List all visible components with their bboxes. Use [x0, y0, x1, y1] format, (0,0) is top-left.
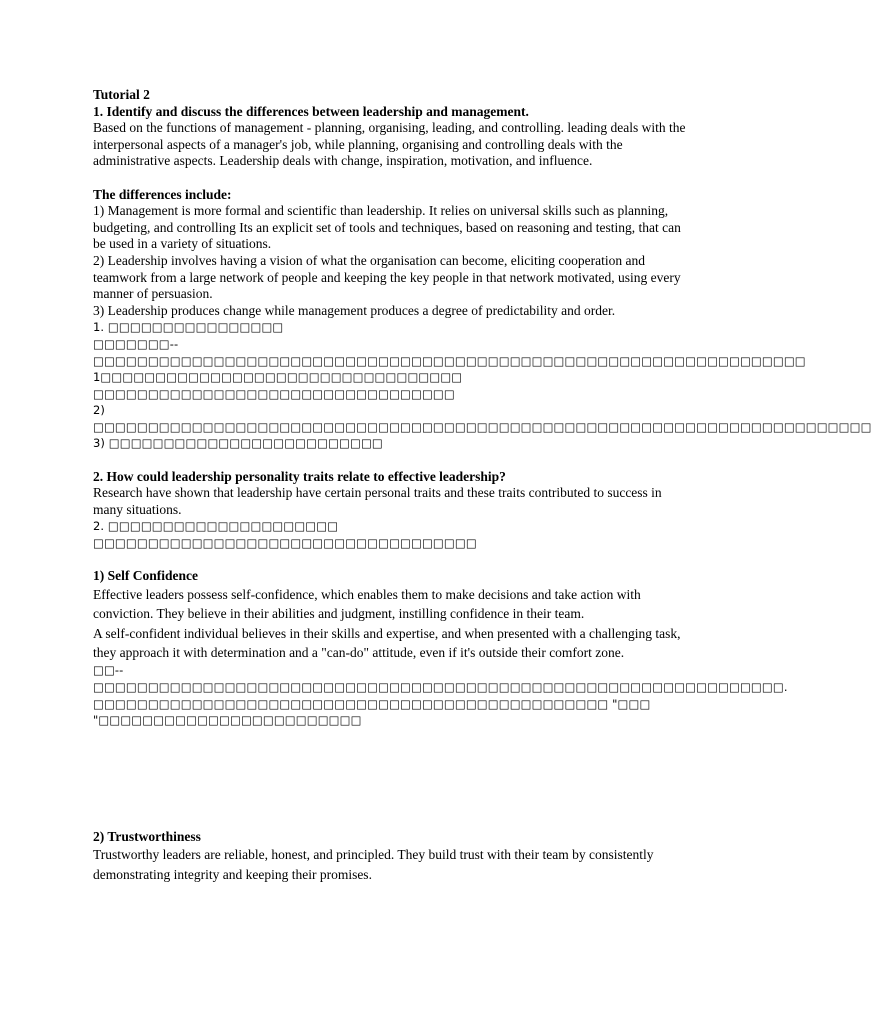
question-1-intro: Based on the functions of management - planning, organising, leading, and controlling. leading deals with the interpersonal aspects of a manager's job, while planning, organising and controlling deals with the administrative aspects. Leadership deals with change, inspiration, motivation, and influence.	[93, 120, 686, 169]
translation-line-4: 2) □□□□□□□□□□□□□□□□□□□□□□□□□□□□□□□□□□□□□□□□□□□□□□□□□□□□□□□□□□□□□□□□□□□□□□□	[93, 403, 872, 434]
difference-2: 2) Leadership involves having a vision of what the organisation can become, eliciting cooperation and teamwork from a large network of people and keeping the key people in that network motivated, using every manner of persuasion.	[93, 252, 681, 302]
document-body	[93, 87, 872, 884]
question-1-heading: 1. Identify and discuss the differences between leadership and management.	[93, 103, 529, 119]
translation-line-5: 3) □□□□□□□□□□□□□□□□□□□□□□□□□	[93, 436, 383, 451]
trait-2-paragraph-1: Trustworthy leaders are reliable, honest, and principled. They build trust with their team by consistently demonstrating integrity and keeping their promises.	[93, 847, 654, 882]
trait-1-paragraph-1: Effective leaders possess self-confidence, which enables them to make decisions and take action with conviction. They believe in their abilities and judgment, instilling confidence in their team.	[93, 586, 641, 622]
translation-line-1: 1. □□□□□□□□□□□□□□□□	[93, 320, 284, 335]
translation-line-3: 1□□□□□□□□□□□□□□□□□□□□□□□□□□□□□□□□□ □□□□□□□□□□□□□□□□□□□□□□□□□□□□□□□□□	[93, 370, 463, 401]
translation-line-2: □□□□□□□--□□□□□□□□□□□□□□□□□□□□□□□□□□□□□□□□□□□□□□□□□□□□□□□□□□□□□□□□□□□□□□□□□	[93, 336, 806, 368]
difference-1: 1) Management is more formal and scientific than leadership. It relies on universal skills such as planning, budgeting, and controlling Its an explicit set of tools and techniques, based on reasoning and testing, that can be used in a variety of situations.	[93, 203, 681, 252]
trait-1-heading: 1) Self Confidence	[93, 568, 198, 584]
question-2-intro: Research have shown that leadership have certain personal traits and these traits contributed to success in many situations.	[93, 485, 662, 517]
translation-line-9: □□□□□□□□□□□□□□□□□□□□□□□□□□□□□□□□□□□□□□□□□□□□□□□ "□□□ "□□□□□□□□□□□□□□□□□□□□□□□□	[93, 696, 651, 728]
document-title: Tutorial 2	[93, 87, 150, 102]
translation-line-7: □□□□□□□□□□□□□□□□□□□□□□□□□□□□□□□□□□□	[93, 536, 477, 551]
trait-1-paragraph-2: A self-confident individual believes in their skills and expertise, and when presented with a challenging task, they approach it with determination and a "can-do" attitude, even if it's outside their comfort zone.	[93, 625, 681, 661]
question-2-heading: 2. How could leadership personality traits relate to effective leadership?	[93, 468, 506, 484]
difference-3: 3) Leadership produces change while management produces a degree of predictability and order.	[93, 302, 616, 318]
differences-heading: The differences include:	[93, 186, 232, 202]
translation-line-6: 2. □□□□□□□□□□□□□□□□□□□□□	[93, 519, 339, 534]
translation-line-8: □□--□□□□□□□□□□□□□□□□□□□□□□□□□□□□□□□□□□□□□□□□□□□□□□□□□□□□□□□□□□□□□□□.	[93, 663, 788, 695]
trait-2-heading: 2) Trustworthiness	[93, 828, 201, 844]
